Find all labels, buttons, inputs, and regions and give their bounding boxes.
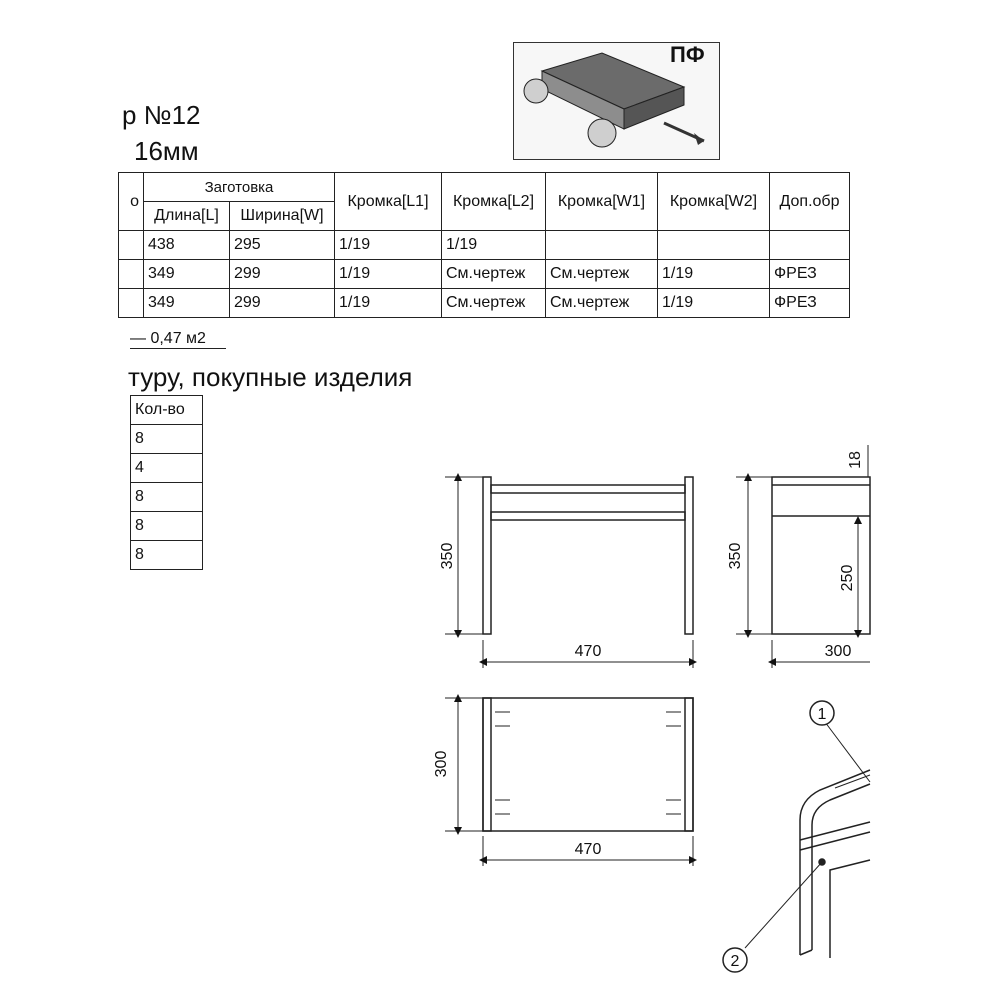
qty-cell: 8 (131, 483, 203, 512)
header-edge-w1: Кромка[W1] (546, 173, 658, 231)
qty-cell: 4 (131, 454, 203, 483)
side-view (736, 445, 870, 668)
cell-edge-l2: См.чертеж (442, 260, 546, 289)
edge-banding-label: ПФ (670, 42, 705, 67)
top-depth-dim: 300 (433, 750, 450, 778)
cell-extra: ФРЕЗ (770, 260, 850, 289)
hardware-section-title: туру, покупные изделия (128, 362, 413, 392)
cell-edge-l1: 1/19 (335, 260, 442, 289)
cut-column-header: о (119, 173, 144, 231)
front-width-dim: 470 (574, 643, 602, 660)
cell-edge-l2: 1/19 (442, 231, 546, 260)
document-title: р №12 (122, 100, 201, 130)
qty-cell: 8 (131, 512, 203, 541)
callout-1-label: 1 (817, 706, 827, 723)
callout-1 (810, 701, 834, 725)
cell-extra: ФРЕЗ (770, 289, 850, 318)
qty-cell: 8 (131, 425, 203, 454)
area-note: — 0,47 м2 (130, 330, 206, 347)
front-height-dim: 350 (439, 542, 456, 570)
cell-width: 299 (230, 289, 335, 318)
cell-edge-l2: См.чертеж (442, 289, 546, 318)
header-edge-w2: Кромка[W2] (658, 173, 770, 231)
cell-edge-l1: 1/19 (335, 231, 442, 260)
cell-length: 349 (144, 289, 230, 318)
cell-edge-l1: 1/19 (335, 289, 442, 318)
side-height-dim: 350 (727, 542, 744, 570)
cell-edge-w2: 1/19 (658, 260, 770, 289)
cell-edge-w1: См.чертеж (546, 289, 658, 318)
material-thickness: 16мм (134, 136, 199, 166)
header-edge-l1: Кромка[L1] (335, 173, 442, 231)
cell-length: 438 (144, 231, 230, 260)
qty-header: Кол-во (131, 396, 203, 425)
top-width-dim: 470 (574, 841, 602, 858)
header-length: Длина[L] (144, 202, 230, 231)
cell-edge-w2: 1/19 (658, 289, 770, 318)
callout-2-label: 2 (730, 953, 740, 970)
callout-2 (723, 948, 747, 972)
blank-group-header: Заготовка (144, 173, 335, 202)
side-shelf-height-dim: 250 (839, 564, 856, 592)
side-top-thickness-dim: 18 (847, 451, 864, 469)
cell-width: 299 (230, 260, 335, 289)
side-depth-dim: 300 (824, 643, 852, 660)
cell-width: 295 (230, 231, 335, 260)
top-view (445, 698, 693, 866)
qty-cell: 8 (131, 541, 203, 570)
front-view (445, 477, 693, 668)
header-extra-processing: Доп.обр (770, 173, 850, 231)
cell-edge-w1: См.чертеж (546, 260, 658, 289)
header-width: Ширина[W] (230, 202, 335, 231)
cell-length: 349 (144, 260, 230, 289)
isometric-view (745, 718, 870, 958)
header-edge-l2: Кромка[L2] (442, 173, 546, 231)
